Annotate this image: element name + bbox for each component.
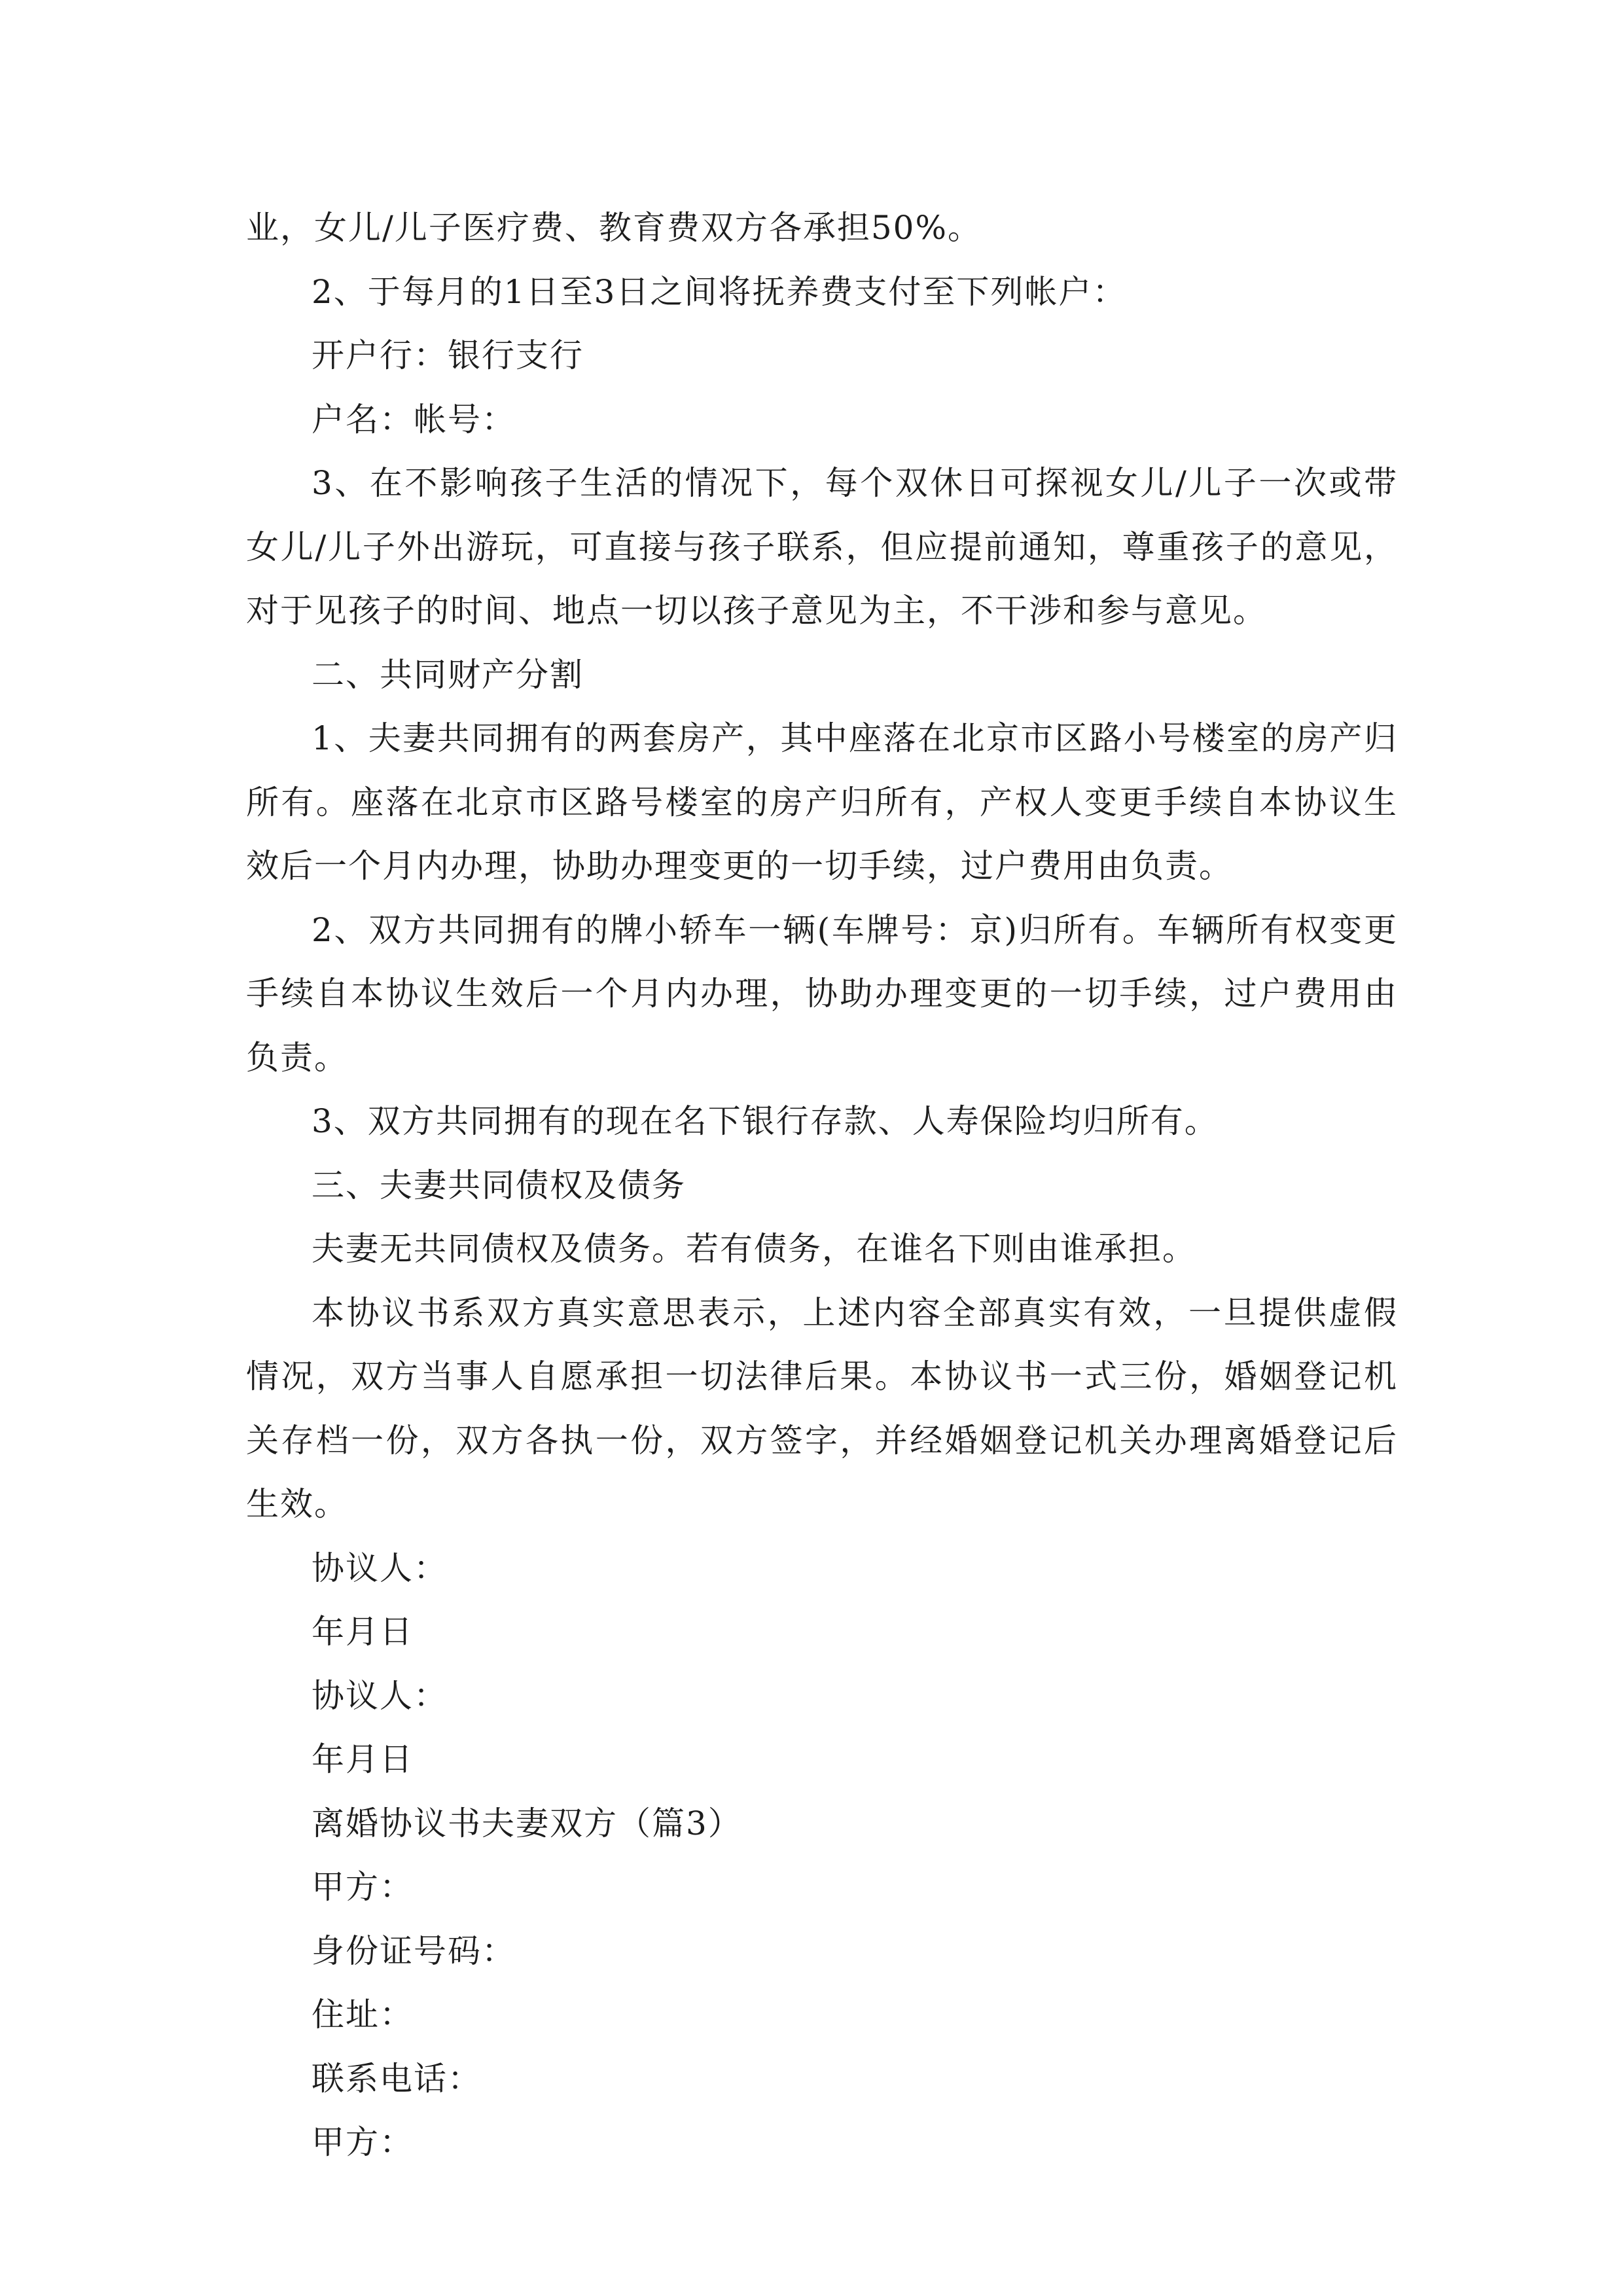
paragraph-debts: 夫妻无共同债权及债务。若有债务，在谁名下则由谁承担。 xyxy=(312,1230,1196,1268)
field-id-number: 身份证号码： xyxy=(312,1931,516,1970)
section-heading-debts: 三、夫妻共同债权及债务 xyxy=(312,1166,686,1204)
document-body xyxy=(246,196,1398,2175)
field-party-a: 甲方： xyxy=(312,1868,414,1906)
paragraph-real-estate: 1、夫妻共同拥有的两套房产，其中座落在北京市区路小号楼室的房产归所有。座落在北京市区路号楼室的房产归所有，产权人变更手续自本协议生效后一个月内办理，协助办理变更的一切手续，过户费用由负责。 xyxy=(246,719,1398,885)
signature-date-2: 年月日 xyxy=(312,1740,414,1778)
signature-date-1: 年月日 xyxy=(312,1613,414,1651)
field-phone: 联系电话： xyxy=(312,2059,482,2098)
paragraph-visitation: 3、在不影响孩子生活的情况下，每个双休日可探视女儿/儿子一次或带女儿/儿子外出游玩，可直接与孩子联系，但应提前通知，尊重孩子的意见，对于见孩子的时间、地点一切以孩子意见为主，不干涉和参与意见。 xyxy=(246,464,1398,630)
paragraph-continuation: 业，女儿/儿子医疗费、教育费双方各承担50%。 xyxy=(246,209,982,247)
section-title-part-3: 离婚协议书夫妻双方（篇3） xyxy=(312,1804,742,1842)
paragraph-account: 户名：帐号： xyxy=(312,400,516,439)
paragraph-savings: 3、双方共同拥有的现在名下银行存款、人寿保险均归所有。 xyxy=(312,1102,1219,1140)
paragraph-vehicle: 2、双方共同拥有的牌小轿车一辆(车牌号：京)归所有。车辆所有权变更手续自本协议生效后一个月内办理，协助办理变更的一切手续，过户费用由负责。 xyxy=(246,910,1398,1077)
signature-party-2: 协议人： xyxy=(312,1676,448,1715)
field-party-a-2: 甲方： xyxy=(312,2123,414,2161)
field-address: 住址： xyxy=(312,1996,414,2034)
signature-party-1: 协议人： xyxy=(312,1549,448,1587)
section-heading-property: 二、共同财产分割 xyxy=(312,655,584,694)
paragraph-payment-schedule: 2、于每月的1日至3日之间将抚养费支付至下列帐户： xyxy=(312,272,1127,311)
paragraph-bank: 开户行：银行支行 xyxy=(312,336,584,374)
paragraph-effect: 本协议书系双方真实意思表示，上述内容全部真实有效，一旦提供虚假情况，双方当事人自愿承担一切法律后果。本协议书一式三份，婚姻登记机关存档一份，双方各执一份，双方签字，并经婚姻登记机关办理离婚登记后生效。 xyxy=(246,1293,1398,1523)
